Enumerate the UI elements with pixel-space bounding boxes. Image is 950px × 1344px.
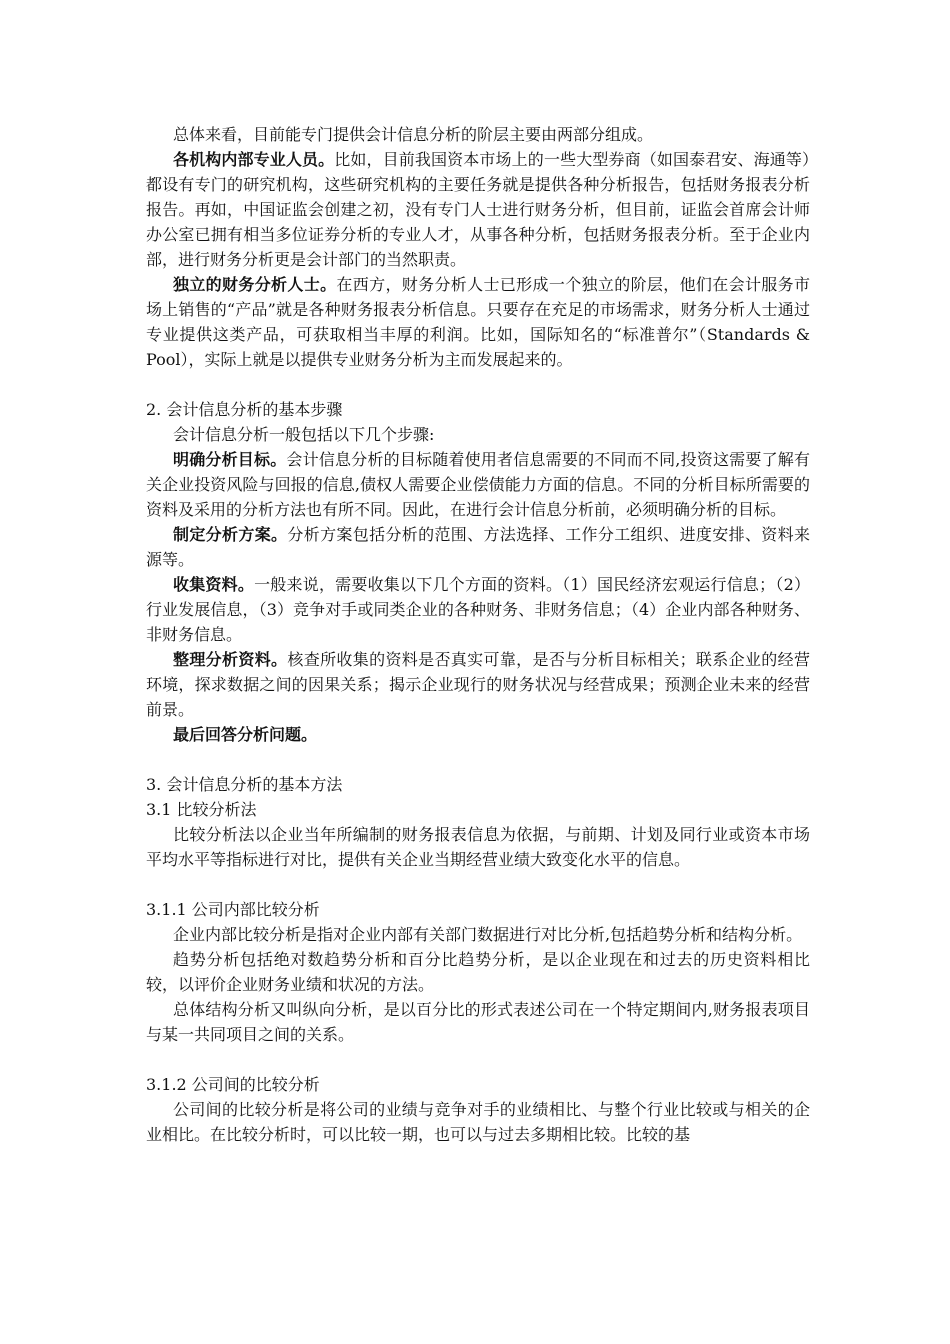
heading-section-3-1: 3.1 比较分析法 <box>146 800 257 819</box>
paragraph-independent-analysts <box>146 272 810 372</box>
body-independent-analysts: 在西方，财务分析人士已形成一个独立的阶层，他们在会计服务市场上销售的“产品”就是各种财务报表分析信息。只要存在充足的市场需求，财务分析人士通过专业提供这类产品，可获取相当丰厚的利润。比如，国际知名的“标准普尔”（Standards & Pool），实际上就是以提供专业财务分析为主而发展起来的。 <box>146 275 810 369</box>
body-step-organize: 核查所收集的资料是否真实可靠，是否与分析目标相关；联系企业的经营环境，探求数据之间的因果关系；揭示企业现行的财务状况与经营成果；预测企业未来的经营前景。 <box>146 650 810 719</box>
lead-step-collect: 收集资料。 <box>173 575 255 594</box>
heading-section-3-1-2: 3.1.2 公司间的比较分析 <box>146 1075 320 1094</box>
heading-section-3: 3. 会计信息分析的基本方法 <box>146 775 343 794</box>
body-step-plan: 分析方案包括分析的范围、方法选择、工作分工组织、进度安排、资料来源等。 <box>146 525 810 569</box>
heading-section-3-1-1: 3.1.1 公司内部比较分析 <box>146 900 320 919</box>
paragraph-step-goal <box>146 447 810 522</box>
paragraph-comparative-method: 比较分析法以企业当年所编制的财务报表信息为依据，与前期、计划及同行业或资本市场平均水平等指标进行对比，提供有关企业当期经营业绩大致变化水平的信息。 <box>146 825 810 869</box>
paragraph-step-collect <box>146 572 810 647</box>
lead-independent-analysts: 独立的财务分析人士。 <box>173 275 337 294</box>
paragraph-structure-analysis: 总体结构分析又叫纵向分析，是以百分比的形式表述公司在一个特定期间内,财务报表项目与某一共同项目之间的关系。 <box>146 1000 810 1044</box>
paragraph-intro: 总体来看，目前能专门提供会计信息分析的阶层主要由两部分组成。 <box>173 125 654 144</box>
paragraph-trend-analysis: 趋势分析包括绝对数趋势分析和百分比趋势分析，是以企业现在和过去的历史资料相比较，以评价企业财务业绩和状况的方法。 <box>146 950 810 994</box>
paragraph-step-answer <box>146 722 810 747</box>
paragraph-step-plan <box>146 522 810 572</box>
document-body <box>146 122 810 1147</box>
lead-step-organize: 整理分析资料。 <box>173 650 288 669</box>
paragraph-internal-comparison: 企业内部比较分析是指对企业内部有关部门数据进行对比分析,包括趋势分析和结构分析。 <box>173 925 803 944</box>
heading-section-2: 2. 会计信息分析的基本步骤 <box>146 400 343 419</box>
paragraph-intercompany-comparison: 公司间的比较分析是将公司的业绩与竞争对手的业绩相比、与整个行业比较或与相关的企业相比。在比较分析时，可以比较一期，也可以与过去多期相比较。比较的基 <box>146 1100 810 1144</box>
paragraph-step-organize <box>146 647 810 722</box>
lead-internal-staff: 各机构内部专业人员。 <box>173 150 335 169</box>
body-step-goal: 会计信息分析的目标随着使用者信息需要的不同而不同,投资这需要了解有关企业投资风险与回报的信息,债权人需要企业偿债能力方面的信息。不同的分析目标所需要的资料及采用的分析方法也有所不同。因此，在进行会计信息分析前，必须明确分析的目标。 <box>146 450 810 519</box>
lead-step-goal: 明确分析目标。 <box>173 450 287 469</box>
body-internal-staff: 比如，目前我国资本市场上的一些大型券商（如国泰君安、海通等）都设有专门的研究机构，这些研究机构的主要任务就是提供各种分析报告，包括财务报表分析报告。再如，中国证监会创建之初，没有专门人士进行财务分析，但目前，证监会首席会计师办公室已拥有相当多位证券分析的专业人才，从事各种分析，包括财务报表分析。至于企业内部，进行财务分析更是会计部门的当然职责。 <box>146 150 810 269</box>
paragraph-internal-staff <box>146 147 810 272</box>
lead-step-answer: 最后回答分析问题。 <box>173 725 318 744</box>
paragraph-steps-intro: 会计信息分析一般包括以下几个步骤: <box>173 425 435 444</box>
body-step-collect: 一般来说，需要收集以下几个方面的资料。（1）国民经济宏观运行信息；（2）行业发展信息，（3）竞争对手或同类企业的各种财务、非财务信息；（4）企业内部各种财务、非财务信息。 <box>146 575 810 644</box>
lead-step-plan: 制定分析方案。 <box>173 525 288 544</box>
